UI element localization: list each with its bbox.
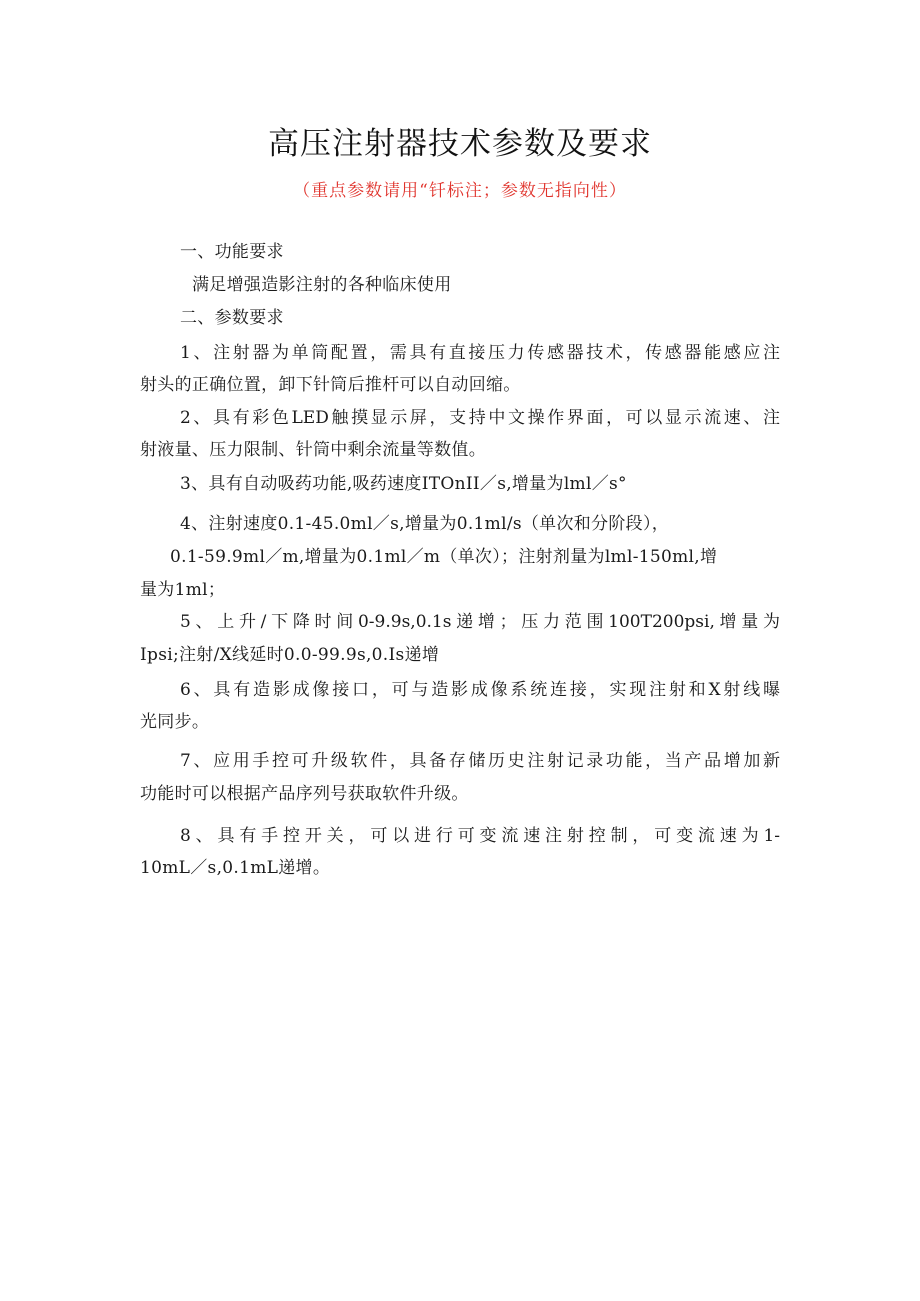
param-2-line-1: 2、具有彩色LED触摸显示屏，支持中文操作界面，可以显示流速、注 xyxy=(180,408,780,428)
param-5-line-2: Ipsi;注射/X线延时0.0-99.9s,0.Is递增 xyxy=(140,645,440,665)
param-2-line-2: 射液量、压力限制、针筒中剩余流量等数值。 xyxy=(140,440,486,460)
param-6-line-1: 6、具有造影成像接口，可与造影成像系统连接，实现注射和X射线曝 xyxy=(180,680,780,700)
param-4-line-1: 4、注射速度0.1-45.0ml／s,增量为0.1ml/s（单次和分阶段）， xyxy=(180,514,670,534)
function-requirement-text: 满足增强造影注射的各种临床使用 xyxy=(192,275,452,295)
param-4-line-2: 0.1-59.9ml／m,增量为0.1ml／m（单次）；注射剂量为lml-150ml,增 xyxy=(170,547,718,567)
section-heading-function: 一、功能要求 xyxy=(180,242,284,262)
param-3: 3、具有自动吸药功能,吸药速度ITOnII／s,增量为lml／s° xyxy=(180,474,627,494)
param-1-line-1: 1、注射器为单筒配置，需具有直接压力传感器技术，传感器能感应注 xyxy=(180,343,780,363)
param-1-line-2: 射头的正确位置，卸下针筒后推杆可以自动回缩。 xyxy=(140,375,521,395)
param-4-line-3: 量为1ml； xyxy=(140,580,226,600)
param-7-line-1: 7、应用手控可升级软件，具备存储历史注射记录功能，当产品增加新 xyxy=(180,751,780,771)
param-8-line-1: 8、具有手控开关，可以进行可变流速注射控制，可变流速为1- xyxy=(180,826,780,846)
document-title: 高压注射器技术参数及要求 xyxy=(268,126,652,162)
param-7-line-2: 功能时可以根据产品序列号获取软件升级。 xyxy=(140,784,469,804)
param-6-line-2: 光同步。 xyxy=(140,712,210,732)
param-5-line-1: 5、上升/下降时间0-9.9s,0.1s递增；压力范围100T200psi,增量为 xyxy=(180,612,780,632)
document-subtitle-note: （重点参数请用“钎标注；参数无指向性） xyxy=(293,181,627,201)
section-heading-parameters: 二、参数要求 xyxy=(180,308,284,328)
param-8-line-2: 10mL／s,0.1mL递增。 xyxy=(140,858,331,878)
